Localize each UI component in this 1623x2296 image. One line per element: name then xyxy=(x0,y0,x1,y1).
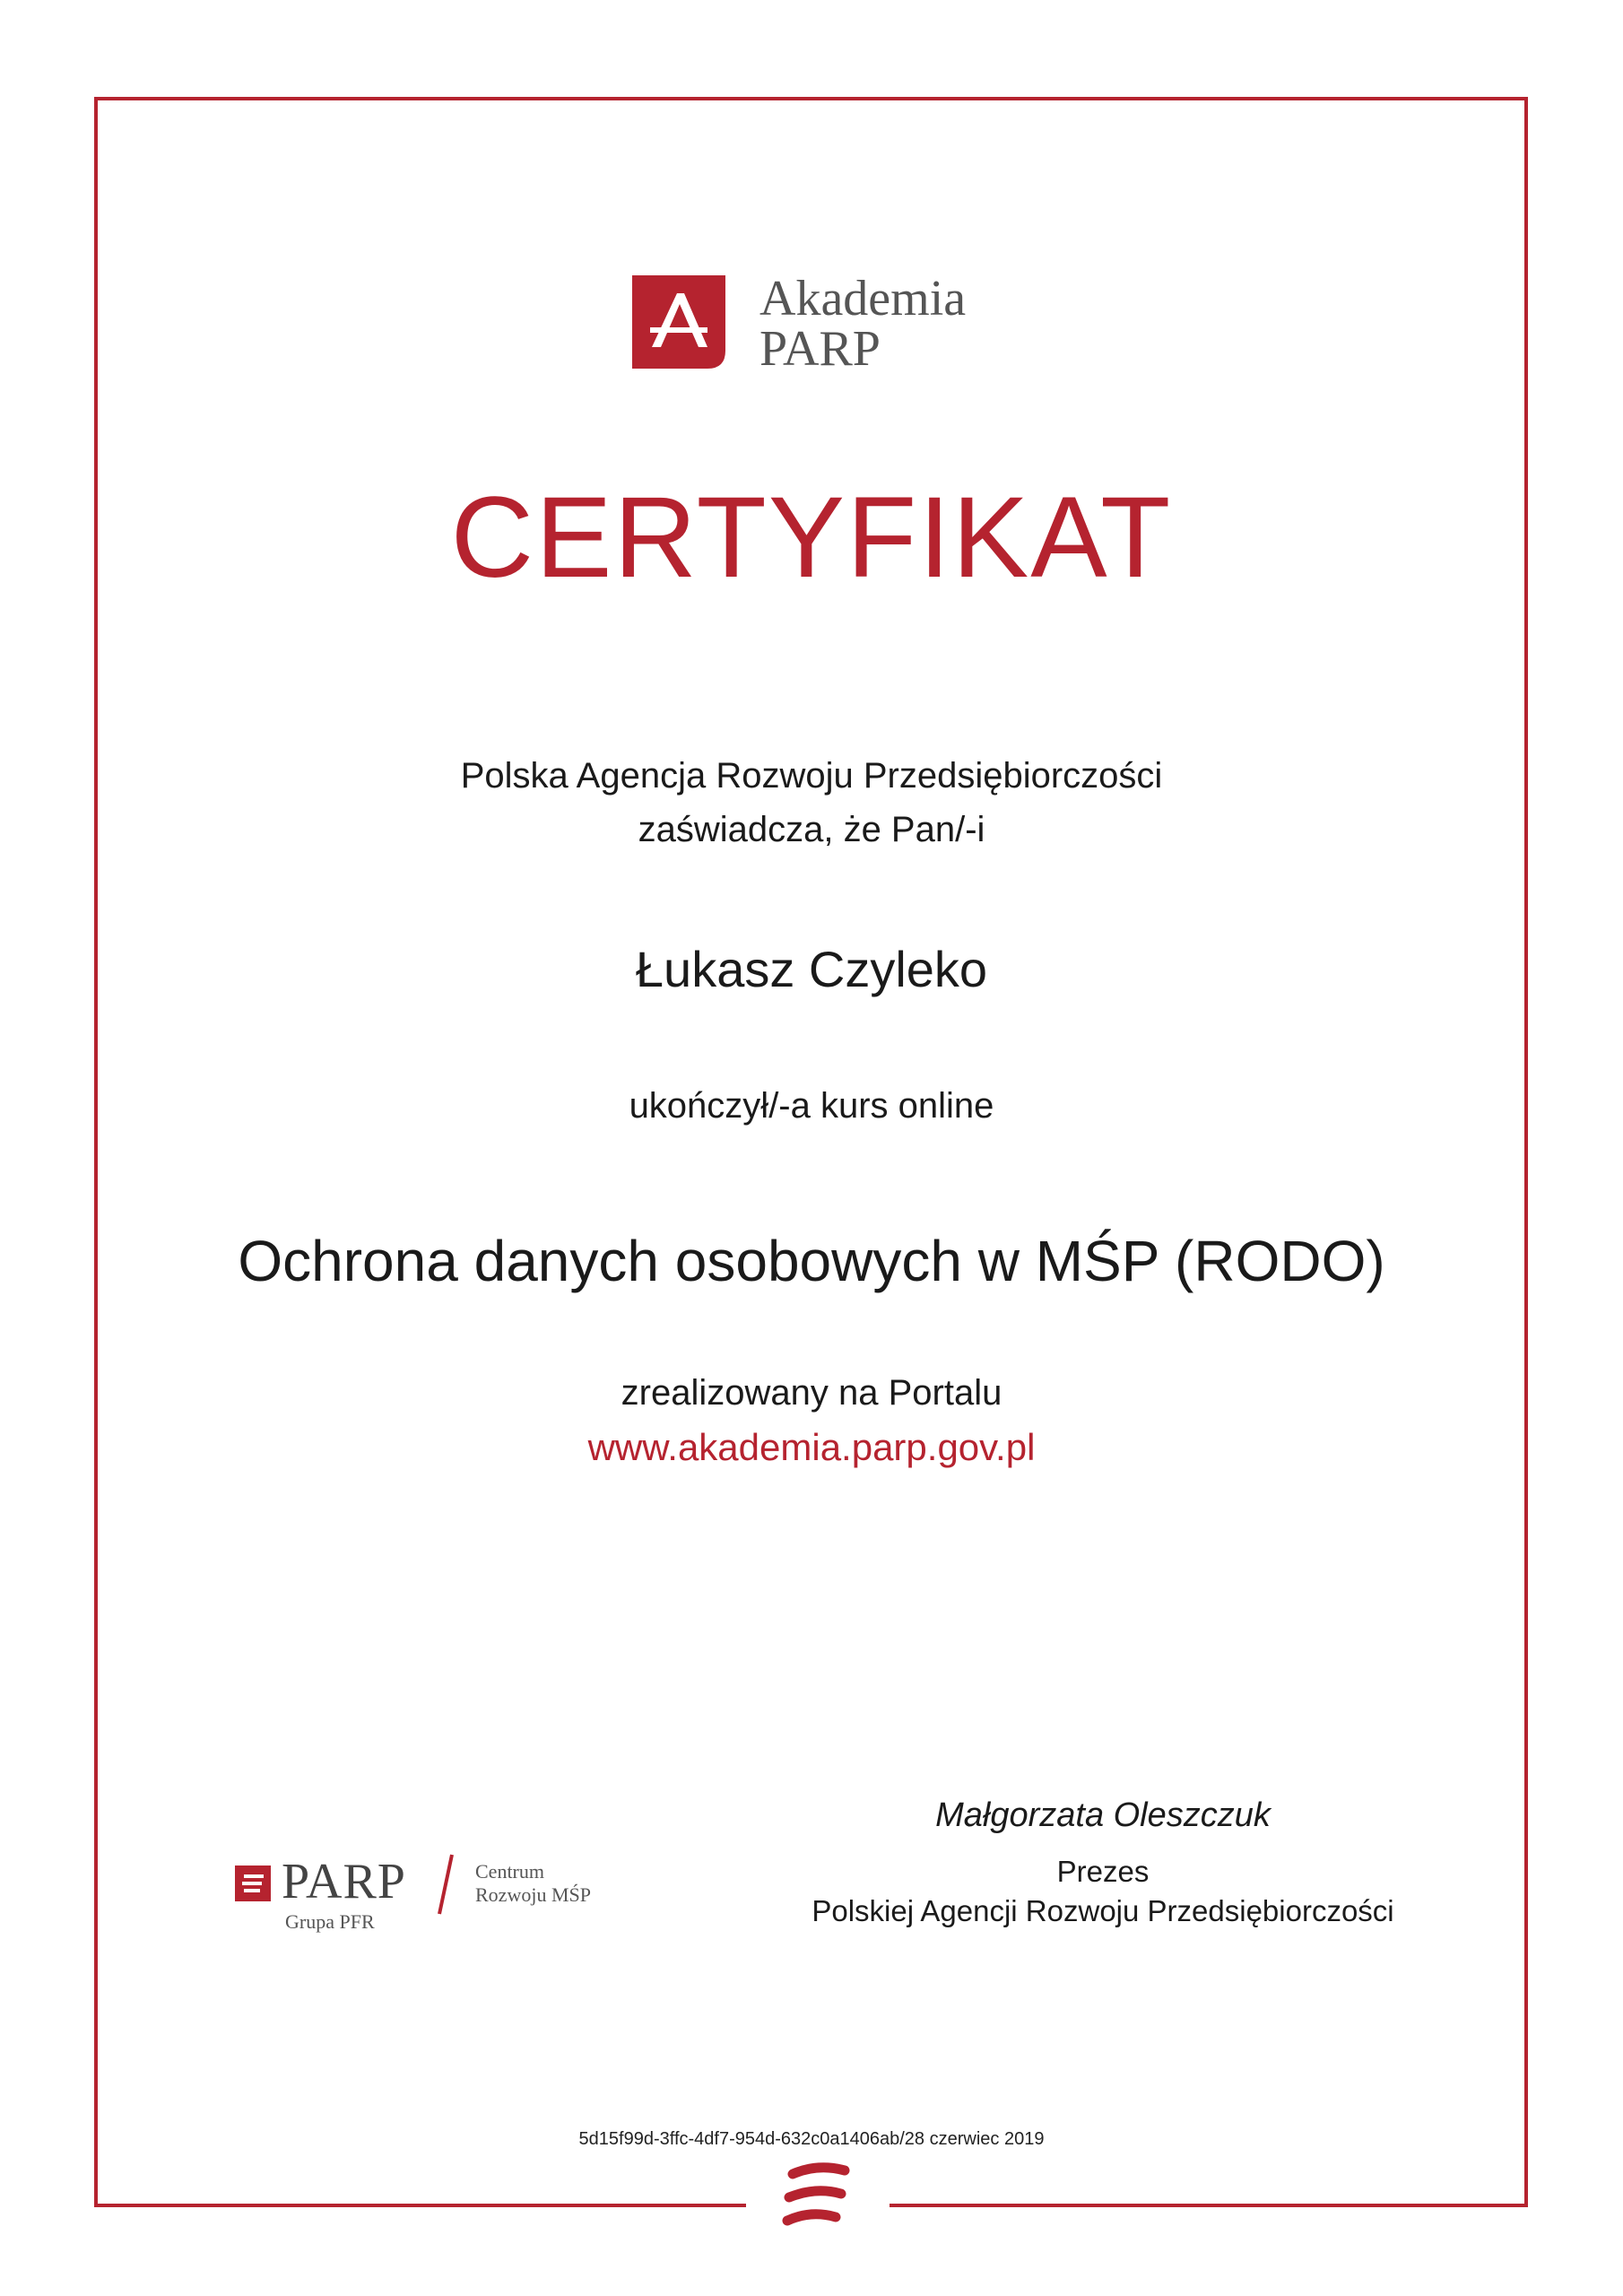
certificate-code: 5d15f99d-3ffc-4df7-954d-632c0a1406ab/28 czerwiec 2019 xyxy=(578,2129,1045,2149)
logo-line-akademia: Akademia xyxy=(759,271,967,326)
signatory-organization: Polskiej Agencji Rozwoju Przedsiębiorczości xyxy=(812,1894,1394,1927)
akademia-parp-logo xyxy=(632,271,1009,377)
completed-text: ukończył/-a kurs online xyxy=(629,1086,994,1126)
logo-line-parp: PARP xyxy=(759,321,881,377)
akademia-a-icon xyxy=(632,275,725,369)
realized-text: zrealizowany na Portalu xyxy=(621,1373,1002,1413)
parp-flag-icon xyxy=(235,1866,271,1901)
parp-wordmark: PARP xyxy=(282,1854,406,1909)
signatory-role: Prezes xyxy=(1056,1855,1150,1888)
flag-wave-icon xyxy=(782,2161,854,2240)
certificate-title: CERTYFIKAT xyxy=(450,474,1173,602)
grupa-pfr-label: Grupa PFR xyxy=(285,1910,375,1933)
parp-footer-logo xyxy=(235,1848,629,1946)
portal-url: www.akademia.parp.gov.pl xyxy=(587,1426,1036,1468)
centrum-label: Centrum xyxy=(475,1860,544,1883)
rozwoju-msp-label: Rozwoju MŚP xyxy=(475,1883,591,1906)
slash-divider-icon xyxy=(432,1853,459,1916)
certifies-text: zaświadcza, że Pan/-i xyxy=(638,810,985,849)
signatory-name: Małgorzata Oleszczuk xyxy=(935,1796,1271,1834)
course-title: Ochrona danych osobowych w MŚP (RODO) xyxy=(238,1229,1385,1293)
recipient-name: Łukasz Czyleko xyxy=(635,941,988,997)
issuing-organization: Polska Agencja Rozwoju Przedsiębiorczości xyxy=(460,756,1163,796)
